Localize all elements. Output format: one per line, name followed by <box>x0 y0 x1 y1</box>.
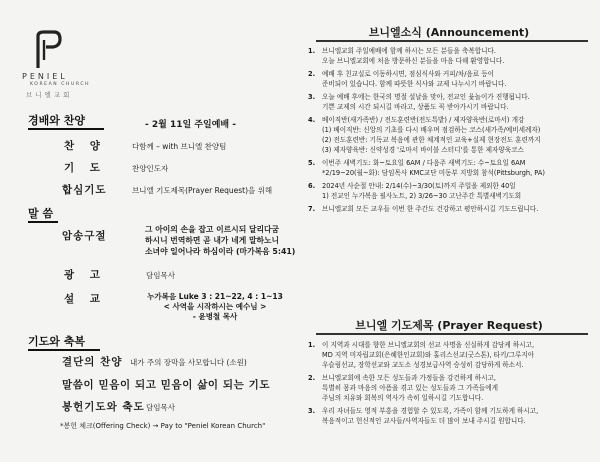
item-line: 기쁜 교제의 시간 되시길 바라고, 상품도 꼭 받아가시기 바랍니다. <box>322 103 509 111</box>
item-line: 오늘 브니엘교회에 처음 방문하신 분들을 마음 다해 환영합니다. <box>322 57 505 65</box>
item-line: 브니엘교회 모든 교우들 이번 한 주간도 건강하고 평안하시길 기도드립니다. <box>322 205 539 213</box>
item-line: 이번주 새벽기도: 화~토요일 6AM / 다음주 새벽기도: 수~토요일 6AM <box>322 159 526 167</box>
group-prayer-label: 합심기도 <box>62 184 107 196</box>
announcement-label: 광 고 <box>64 269 106 281</box>
item-number: 1. <box>308 341 316 349</box>
praise-value: 다함께 – with 브니엘 찬양팀 <box>132 142 227 151</box>
list-item <box>298 158 590 178</box>
item-number: 4. <box>308 116 316 124</box>
item-line: 예배 후 친교실로 이동하시면, 점심식사와 커피/차/음료 등이 <box>322 70 494 78</box>
item-line: 우리 자녀들도 영적 부흥을 경험할 수 있도록, 가족이 함께 기도하게 하시고, <box>322 407 539 415</box>
sermon-block <box>140 292 290 322</box>
item-line: 특별히 몸과 마음의 아픔을 겪고 있는 성도들과 그 가족들에게 <box>322 384 499 392</box>
item-line: 2024년 사순절 안내: 2/14(수)~3/30(토)까지 주일을 제외한 40일 <box>322 182 516 190</box>
order-of-service-column <box>0 0 298 462</box>
word-underline <box>28 221 58 223</box>
item-number: 7. <box>308 205 316 213</box>
brand-korean: 브니엘교회 <box>26 91 73 99</box>
decision-song-value: 내가 주의 장막을 사모합니다 (소원) <box>130 358 247 367</box>
item-number: 6. <box>308 182 316 190</box>
item-number: 5. <box>308 159 316 167</box>
announcement-title: 브니엘소식 (Announcement) <box>368 26 530 39</box>
word-heading: 말 씀 <box>28 207 54 220</box>
item-line: 브니엘교회 주일예배에 함께 하시는 모든 분들을 축복합니다. <box>322 47 496 55</box>
service-title: - 2월 11일 주일예배 - <box>145 120 236 130</box>
sermon-reference: 누가복음 Luke 3 : 21~22, 4 : 1~13 <box>147 292 283 301</box>
scripture-label: 암송구절 <box>62 230 107 242</box>
sermon-preacher: - 윤병철 목사 <box>192 312 238 321</box>
list-item <box>298 373 590 403</box>
offering-note: *봉헌 체크(Offering Check) → Pay to "Peniel Korean Church" <box>60 422 266 430</box>
item-line: 브니엘교회에 속한 모든 성도들과 가정들을 강건하게 하시고, <box>322 374 496 382</box>
response-heading: 기도와 축복 <box>28 335 85 348</box>
item-line: (3) 제자양육반: 신약성경 '로마서 바이블 스터디'를 통한 제자양육코스 <box>322 146 524 154</box>
praise-label: 찬 양 <box>64 140 106 152</box>
list-item <box>298 92 590 112</box>
memory-verse-line: 하시니 번역하면 곧 내가 네게 말하노니 <box>145 236 280 245</box>
item-number: 2. <box>308 374 316 382</box>
item-line: 주님의 치유와 회복의 역사가 속히 일하시길 기도합니다. <box>322 394 484 402</box>
list-item <box>298 204 590 214</box>
prayer-label: 기 도 <box>64 162 106 174</box>
memory-verse-line: 소녀야 일어나라 하심이라 (마가복음 5:41) <box>145 247 296 256</box>
item-line: MD 지역 미자립교회(은혜한인교회)와 홀리스선교(굿스톤), 타키/그루지아 <box>322 351 535 359</box>
item-line: 1) 전교인 누가복음 필사노트, 2) 3/26~30 고난주간 특별새벽기도회 <box>322 192 522 200</box>
item-line: 오늘 예배 후에는 한국의 명절 설날을 맞아, 전교인 윷놀이가 진행됩니다. <box>322 93 530 101</box>
item-line: 복음적이고 헌신적인 교사들/사역자들도 더 많이 보내 주시길 원합니다. <box>322 417 526 425</box>
prayer-request-title: 브니엘 기도제목 (Prayer Request) <box>355 319 543 332</box>
item-number: 2. <box>308 70 316 78</box>
item-line: 베이직반(새가족반) / 전도훈련반(전도특밭) / 제자양육반(로마서) 개강 <box>322 116 525 124</box>
item-line: (1) 베이직반: 신앙의 기초를 다시 배우며 점검하는 코스(새가족/예비세례자) <box>322 126 541 134</box>
item-line: 우슬림선교, 장학선교와 교도소 성경보급사역 승성히 감당하게 하소서. <box>322 361 524 369</box>
announcement-value: 담임목사 <box>146 271 175 280</box>
announcement-rule <box>316 40 588 42</box>
item-number: 3. <box>308 93 316 101</box>
list-item <box>298 115 590 155</box>
faith-prayer-label: 말씀이 믿음이 되고 믿음이 삶이 되는 기도 <box>62 379 271 391</box>
announcements-column <box>298 0 600 462</box>
list-item <box>298 46 590 66</box>
list-item <box>298 340 590 370</box>
list-item <box>298 406 590 426</box>
worship-underline <box>28 128 104 130</box>
item-line: *2/19~20(월~화): 담임목사 KMC교단 미동부 지방회 참석(Pittsburgh, PA) <box>322 169 545 177</box>
item-line: (2) 전도훈련반: 기독교 복음에 관한 체계적인 교육+실제 현장전도 훈련까지 <box>322 136 541 144</box>
church-logo-icon <box>34 30 62 70</box>
prayer-request-list <box>298 340 590 429</box>
response-underline <box>28 349 100 351</box>
sermon-title: < 사역을 시작하시는 예수님 > <box>163 302 267 311</box>
worship-heading: 경배와 찬양 <box>28 114 85 127</box>
offering-benediction-value: 담임목사 <box>146 403 175 412</box>
prayer-request-rule <box>316 333 588 335</box>
decision-song-label: 결단의 찬양 <box>62 356 123 368</box>
item-line: 준비되어 있습니다. 함께 따뜻한 식사와 교제 나누시기 바랍니다. <box>322 80 507 88</box>
prayer-value: 찬양인도자 <box>132 164 169 173</box>
item-line: 이 지역과 시대를 향한 브니엘교회의 선교 사명을 신실하게 감당케 하시고, <box>322 341 535 349</box>
memory-verse-line: 그 아이의 손을 잡고 이르시되 달리다굼 <box>145 225 280 234</box>
memory-verse <box>145 224 295 257</box>
list-item <box>298 181 590 201</box>
brand-name: PENIEL <box>22 72 68 81</box>
offering-benediction-label: 봉헌기도와 축도 <box>62 401 145 413</box>
sermon-label: 설 교 <box>64 293 106 305</box>
announcement-list <box>298 46 590 217</box>
item-number: 1. <box>308 47 316 55</box>
brand-subtitle: KOREAN CHURCH <box>30 82 91 87</box>
list-item <box>298 69 590 89</box>
group-prayer-value: 브니엘 기도제목(Prayer Request)을 위해 <box>132 186 273 195</box>
item-number: 3. <box>308 407 316 415</box>
